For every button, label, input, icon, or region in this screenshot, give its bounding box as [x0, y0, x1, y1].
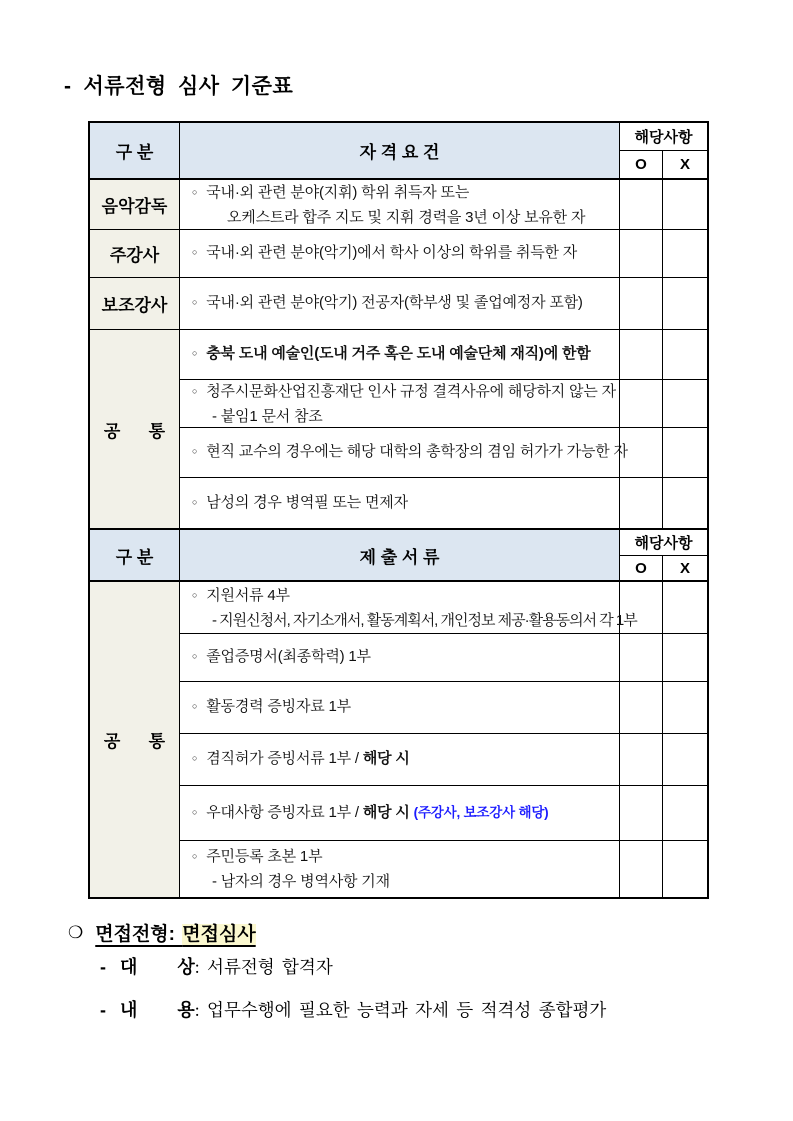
- qual-header-category: 구 분: [90, 123, 180, 180]
- text-line: 겸직허가 증빙서류 1부 /: [206, 750, 363, 767]
- row-content-music-director: [180, 180, 620, 230]
- row-category-common: 공 통: [90, 330, 180, 528]
- docs-category-common: 공 통: [90, 582, 180, 897]
- bullet-icon: ○: [192, 851, 198, 861]
- applicable-x-cell: [663, 180, 707, 230]
- interview-heading: [68, 919, 256, 946]
- applicable-o-cell: [620, 230, 663, 278]
- row-category-assistant-instructor: 보조강사: [90, 278, 180, 330]
- item-label: 대 상: [120, 957, 195, 977]
- docs-content-5: [180, 786, 620, 841]
- bullet-icon: ○: [192, 753, 198, 763]
- docs-content-6: [180, 841, 620, 897]
- applicable-x-cell: [663, 786, 707, 841]
- bullet-icon: ○: [192, 589, 198, 600]
- applicable-o-cell: [620, 634, 663, 682]
- qual-header-x: X: [663, 151, 707, 180]
- text-line: 충북 도내 예술인(도내 거주 혹은 도내 예술단체 재직)에 한함: [206, 345, 591, 362]
- applicable-x-cell: [663, 380, 707, 428]
- applicable-x-cell: [663, 278, 707, 330]
- text-line: 오케스트라 합주 지도 및 지휘 경력을 3년 이상 보유한 자: [227, 208, 586, 226]
- section-bullet-icon: ❍: [68, 922, 84, 942]
- interview-heading-text: [95, 919, 255, 946]
- applicable-o-cell: [620, 380, 663, 428]
- applicable-o-cell: [620, 478, 663, 528]
- bullet-icon: ○: [192, 446, 198, 456]
- text-line: - 붙임1 문서 참조: [212, 407, 323, 425]
- applicable-o-cell: [620, 278, 663, 330]
- row-content-common-3: [180, 428, 628, 478]
- applicable-x-cell: [663, 734, 707, 786]
- docs-header-main: 제 출 서 류: [180, 530, 620, 582]
- row-category-music-director: 음악감독: [90, 180, 180, 230]
- title-text: 서류전형 심사 기준표: [83, 75, 294, 98]
- documents-table: [88, 528, 709, 899]
- qual-header-o: O: [620, 151, 663, 180]
- bullet-icon: ○: [192, 701, 198, 711]
- item-label: 내 용: [120, 1000, 195, 1020]
- title-dash: -: [64, 75, 72, 98]
- interview-item-content: [100, 996, 606, 1022]
- text-line: 졸업증명서(최종학력) 1부: [206, 648, 371, 665]
- text-line-note: (주강사, 보조강사 해당): [413, 804, 549, 820]
- applicable-o-cell: [620, 180, 663, 230]
- row-content-common-4: [180, 478, 620, 528]
- qual-header-main: 자 격 요 건: [180, 123, 620, 180]
- docs-content-4: [180, 734, 620, 786]
- bullet-icon: ○: [192, 496, 198, 507]
- applicable-x-cell: [663, 230, 707, 278]
- text-line: 국내·외 관련 분야(악기) 전공자(학부생 및 졸업예정자 포함): [206, 294, 583, 311]
- bullet-icon: ○: [192, 806, 198, 817]
- item-dash: -: [100, 1000, 106, 1020]
- applicable-x-cell: [663, 841, 707, 897]
- text-line-bold: 해당 시: [362, 750, 410, 767]
- text-line: 활동경력 증빙자료 1부: [206, 698, 351, 715]
- applicable-x-cell: [663, 682, 707, 734]
- applicable-x-cell: [663, 330, 707, 380]
- text-line: - 남자의 경우 병역사항 기재: [212, 873, 390, 890]
- text-line: 남성의 경우 병역필 또는 면제자: [206, 493, 408, 511]
- row-content-main-instructor: [180, 230, 620, 278]
- heading-prefix: 면접전형:: [95, 924, 183, 945]
- applicable-o-cell: [620, 786, 663, 841]
- text-line: 국내·외 관련 분야(악기)에서 학사 이상의 학위를 취득한 자: [206, 244, 578, 261]
- docs-content-2: [180, 634, 620, 682]
- docs-content-3: [180, 682, 620, 734]
- text-line: 현직 교수의 경우에는 해당 대학의 총학장의 겸임 허가가 가능한 자: [206, 443, 628, 460]
- applicable-x-cell: [663, 428, 707, 478]
- item-text: : 업무수행에 필요한 능력과 자세 등 적격성 종합평가: [194, 1000, 607, 1020]
- row-content-common-1: [180, 330, 620, 380]
- applicable-x-cell: [663, 634, 707, 682]
- interview-item-target: [100, 953, 333, 979]
- docs-content-1: [180, 582, 637, 634]
- page-title: [64, 70, 293, 100]
- qual-header-applicable: 해당사항: [620, 123, 707, 151]
- text-line: 우대사항 증빙자료 1부 /: [206, 803, 363, 821]
- docs-header-o: O: [620, 556, 663, 582]
- text-line: 국내·외 관련 분야(지휘) 학위 취득자 또는: [206, 183, 470, 201]
- row-category-main-instructor: 주강사: [90, 230, 180, 278]
- heading-highlight: 면접심사: [182, 924, 256, 945]
- text-line: 청주시문화산업진흥재단 인사 규정 결격사유에 해당하지 않는 자: [206, 382, 616, 400]
- applicable-o-cell: [620, 734, 663, 786]
- item-dash: -: [100, 957, 106, 977]
- text-line: - 지원신청서, 자기소개서, 활동계획서, 개인정보 제공·활용동의서 각 1부: [212, 611, 637, 629]
- applicable-o-cell: [620, 841, 663, 897]
- bullet-icon: ○: [192, 651, 198, 661]
- text-line: 지원서류 4부: [206, 586, 290, 604]
- applicable-o-cell: [620, 428, 663, 478]
- text-line: 주민등록 초본 1부: [206, 848, 323, 865]
- bullet-icon: ○: [192, 385, 198, 396]
- row-content-assistant-instructor: [180, 278, 620, 330]
- bullet-icon: ○: [192, 247, 198, 257]
- text-line-bold: 해당 시: [362, 803, 414, 821]
- bullet-icon: ○: [192, 186, 198, 197]
- applicable-x-cell: [663, 478, 707, 528]
- applicable-o-cell: [620, 682, 663, 734]
- docs-header-x: X: [663, 556, 707, 582]
- docs-header-applicable: 해당사항: [620, 530, 707, 556]
- item-text: : 서류전형 합격자: [194, 957, 333, 977]
- applicable-o-cell: [620, 330, 663, 380]
- row-content-common-2: [180, 380, 620, 428]
- applicable-x-cell: [663, 582, 707, 634]
- applicable-o-cell: [620, 582, 663, 634]
- bullet-icon: ○: [192, 348, 198, 358]
- qualification-table: [88, 121, 709, 530]
- bullet-icon: ○: [192, 297, 198, 307]
- docs-header-category: 구 분: [90, 530, 180, 582]
